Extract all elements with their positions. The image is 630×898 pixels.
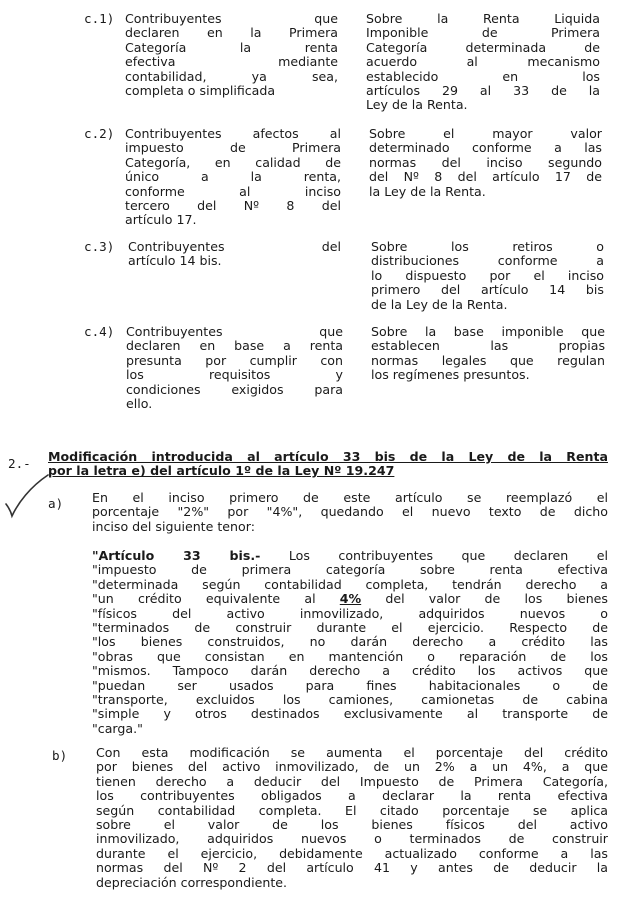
- row-right-text: Sobre los retiros o distribuciones conforme a lo dispuesto por el inciso primero del artículo 14 bis de la Ley de la Renta.: [371, 239, 604, 312]
- row-left-text: Contribuyentes que declaren en la Primera Categoría la renta efectiva mediante contabilidad, ya sea, completa o simplificada: [125, 11, 338, 99]
- row-label: c.2): [84, 126, 115, 141]
- row-right-text: Sobre el mayor valor determinado conforme a las normas del inciso segundo del Nº 8 del artículo 17 de la Ley de la Renta.: [369, 126, 602, 199]
- article-title: "Artículo 33 bis.-: [92, 548, 261, 563]
- check-mark-icon: [2, 470, 52, 520]
- row-left-text: Contribuyentes del artículo 14 bis.: [128, 239, 341, 269]
- para-a-label: a): [48, 496, 64, 511]
- section-heading: Modificación introducida al artículo 33 bis de la Ley de la Renta por la letra e) del artículo 1º de la Ley Nº 19.247: [48, 449, 608, 479]
- para-a-text: En el inciso primero de este artículo se reemplazó el porcentaje "2%" por "4%", quedando el nuevo texto de dicho inciso del siguiente tenor:: [92, 490, 608, 534]
- row-label: c.3): [84, 239, 115, 254]
- section-number: 2.-: [8, 456, 31, 471]
- row-left-text: Contribuyentes afectos al impuesto de Primera Categoría, en calidad de único a la renta, conforme al inciso tercero del Nº 8 del artículo 17.: [125, 126, 341, 228]
- para-b-text: Con esta modificación se aumenta el porcentaje del crédito por bienes del activo inmovilizado, de un 2% a un 4%, a que tienen derecho a deducir del Impuesto de Primera Categoría, los contribuyentes obligados a declarar la renta efectiva según contabilidad completa. El citado porcentaje se aplica sobre el valor de los bienes físicos del activo inmovilizado, adquiridos nuevos o terminados de construir durante el ejercicio, debidamente actualizado conforme a las normas del Nº 2 del artículo 41 y antes de deducir la depreciación correspondiente.: [96, 745, 608, 890]
- percentage-highlight: 4%: [339, 591, 362, 607]
- para-b-label: b): [52, 748, 68, 763]
- row-left-text: Contribuyentes que declaren en base a renta presunta por cumplir con los requisitos y condiciones exigidos para ello.: [126, 324, 343, 412]
- row-label: c.1): [84, 11, 115, 26]
- row-label: c.4): [84, 324, 115, 339]
- row-right-text: Sobre la base imponible que establecen las propias normas legales que regulan los regímenes presuntos.: [371, 324, 605, 383]
- quoted-article: "Artículo 33 bis.- Los contribuyentes que declaren el "impuesto de primera categoría sobre renta efectiva "determinada según contabilidad completa, tendrán derecho a "un crédito equivalente al 4% del valor de los bienes "físicos del activo inmovilizado, adquiridos nuevos o "terminados de construir durante el ejercicio. Respecto de "los bienes construidos, no darán derecho a crédito las "obras que consistan en mantención o reparación de los "mismos. Tampoco darán derecho a crédito los activos que "puedan ser usados para fines habitacionales o de "transporte, excluidos los camiones, camionetas de cabina "simple y otros destinados exclusivamente al transporte de "carga.": [92, 548, 609, 736]
- row-right-text: Sobre la Renta Liquida Imponible de Primera Categoría determinada de acuerdo al mecanismo establecido en los artículos 29 al 33 de la Ley de la Renta.: [366, 11, 600, 113]
